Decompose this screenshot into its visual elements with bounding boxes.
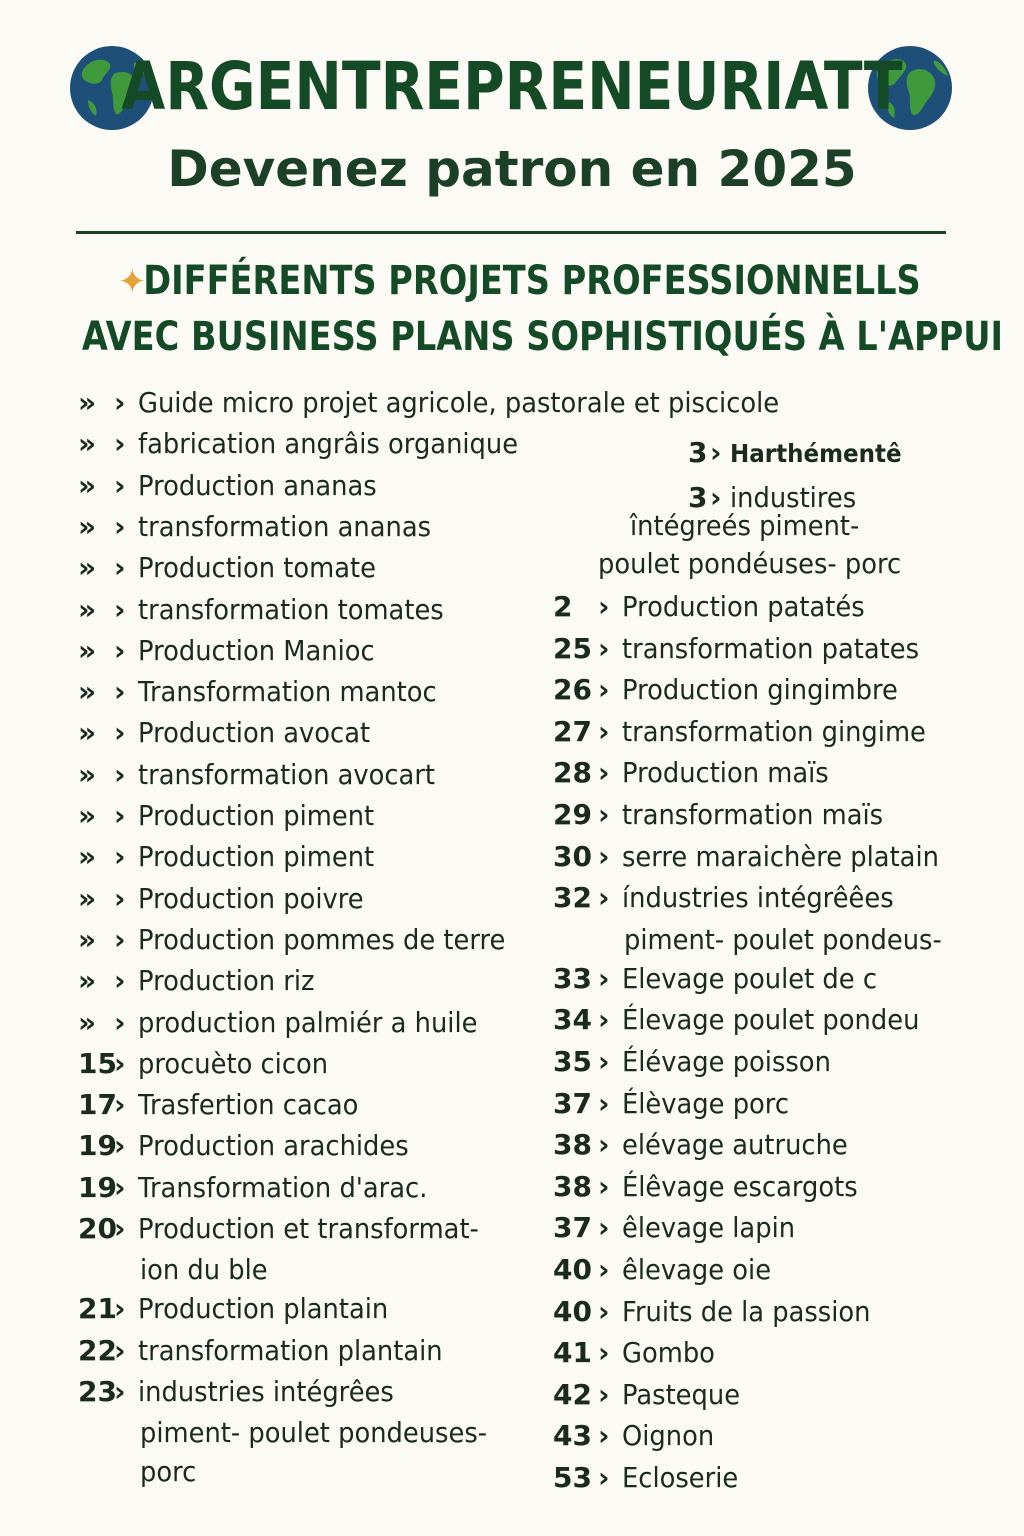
list-item	[78, 468, 397, 504]
star-icon: ✦	[118, 262, 147, 302]
list-item	[78, 1333, 469, 1369]
list-item	[553, 1127, 867, 1163]
list-item-continuation: porc	[140, 1455, 197, 1489]
list-item-number: 42	[553, 1377, 592, 1411]
chevron-right-icon: ›	[114, 1005, 126, 1039]
chevron-right-icon: ›	[114, 633, 126, 667]
list-item-label: Harthémentê	[729, 439, 902, 468]
list-item-number: »	[78, 551, 97, 585]
chevron-right-icon: ›	[114, 675, 126, 709]
chevron-right-icon: ›	[710, 481, 722, 514]
list-item-number: 27	[553, 714, 592, 748]
list-item-number: 37	[553, 1211, 592, 1245]
chevron-right-icon: ›	[114, 386, 126, 419]
section-heading-line-1: DIFFÉRENTS PROJETS PROFESSIONNELLS	[143, 258, 921, 304]
list-item	[78, 550, 397, 586]
list-item-number: 21	[78, 1292, 117, 1326]
list-item-label: Pasteque	[622, 1377, 741, 1411]
chevron-right-icon: ›	[598, 1419, 610, 1453]
chevron-right-icon: ›	[598, 881, 610, 915]
chevron-right-icon: ›	[598, 714, 610, 748]
list-item-number: 28	[553, 756, 592, 790]
list-item-label: industires	[729, 481, 856, 514]
list-item	[78, 509, 457, 545]
list-item	[78, 1128, 432, 1164]
list-item-number: 41	[553, 1336, 592, 1370]
list-item-number: 20	[78, 1212, 117, 1245]
chevron-right-icon: ›	[598, 1211, 610, 1245]
list-item	[78, 839, 395, 875]
list-item-number: 19	[78, 1170, 117, 1204]
list-item-continuation: întégreés piment-	[630, 509, 860, 542]
list-item	[78, 881, 383, 917]
list-item-number: »	[78, 964, 97, 998]
list-item-label: Élévage poisson	[622, 1045, 831, 1078]
list-item-label: Élevage poulet pondeu	[622, 1003, 920, 1037]
list-item-label: Production arachides	[138, 1129, 409, 1163]
chevron-right-icon: ›	[598, 961, 610, 995]
chevron-right-icon: ›	[598, 631, 610, 665]
chevron-right-icon: ›	[114, 468, 126, 502]
list-item-label: production palmiér a huile	[138, 1005, 478, 1039]
list-item	[553, 631, 945, 667]
list-item-label: fabrication angrâis organique	[138, 427, 519, 461]
list-item-label: Production et transformat-	[138, 1212, 479, 1245]
list-item-label: Transformation d'arac.	[138, 1170, 428, 1204]
list-item-number: 19	[78, 1129, 117, 1163]
list-item-label: Fruits de la passion	[622, 1294, 871, 1328]
list-item-label: Gombo	[622, 1336, 715, 1370]
list-item-label: transformation avocart	[138, 757, 436, 791]
list-item	[553, 1086, 804, 1122]
list-item-number: 29	[553, 798, 592, 831]
list-item	[553, 1252, 784, 1288]
list-item	[78, 385, 835, 421]
list-item	[78, 1211, 508, 1247]
list-item-number: 40	[553, 1294, 592, 1328]
list-item-label: transformation ananas	[138, 509, 432, 543]
list-item-number: 17	[78, 1088, 117, 1122]
chevron-right-icon: ›	[598, 839, 610, 873]
chevron-right-icon: ›	[598, 1294, 610, 1328]
list-item-label: êlevage oie	[622, 1253, 772, 1286]
list-item-label: Production poivre	[138, 881, 364, 915]
list-item	[78, 757, 461, 793]
list-item-label: Production piment	[138, 799, 375, 832]
list-item-label: Transformation mantoc	[138, 675, 437, 709]
list-item	[553, 1169, 878, 1205]
list-item-number: 35	[553, 1045, 592, 1078]
chevron-right-icon: ›	[598, 756, 610, 790]
list-item	[553, 1460, 748, 1496]
list-item-label: Élèvage porc	[622, 1086, 790, 1120]
list-item-number: 22	[78, 1333, 117, 1367]
chevron-right-icon: ›	[598, 1253, 610, 1286]
list-item-number: »	[78, 468, 97, 502]
list-item-number: 15	[78, 1046, 117, 1080]
chevron-right-icon: ›	[114, 427, 126, 461]
chevron-right-icon: ›	[114, 1374, 126, 1408]
list-item-number: 32	[553, 881, 592, 915]
list-item	[553, 714, 952, 750]
list-item-number: 2	[553, 590, 573, 623]
list-item	[553, 1002, 945, 1038]
list-item-label: Production ananas	[138, 468, 377, 502]
list-item-label: transformation gingime	[622, 714, 926, 748]
chevron-right-icon: ›	[598, 590, 610, 623]
chevron-right-icon: ›	[114, 840, 126, 874]
list-item-number: »	[78, 922, 97, 956]
chevron-right-icon: ›	[114, 509, 126, 543]
list-item-number: »	[78, 799, 97, 832]
list-item-continuation: ion du ble	[140, 1253, 268, 1287]
list-item-number: »	[78, 386, 97, 419]
list-item	[553, 1210, 810, 1246]
list-item-number: 3	[688, 436, 708, 469]
list-item-label: Production piment	[138, 840, 375, 874]
list-item-number: »	[78, 427, 97, 461]
list-item-number: 38	[553, 1169, 592, 1203]
list-item-number: 43	[553, 1419, 592, 1453]
list-item	[553, 797, 906, 833]
chevron-right-icon: ›	[114, 1129, 126, 1163]
list-item-number: »	[78, 881, 97, 915]
list-item	[553, 1335, 723, 1371]
chevron-right-icon: ›	[598, 1086, 610, 1120]
list-item-label: Elevage poulet de c	[622, 961, 877, 995]
chevron-right-icon: ›	[114, 964, 126, 998]
list-item	[553, 1044, 849, 1080]
chevron-right-icon: ›	[598, 1169, 610, 1203]
list-item	[78, 674, 463, 710]
list-item-number: 40	[553, 1253, 592, 1286]
chevron-right-icon: ›	[114, 1046, 126, 1080]
chevron-right-icon: ›	[598, 1128, 610, 1162]
list-item	[78, 1087, 378, 1123]
list-item-label: elévage autruche	[622, 1128, 848, 1162]
chevron-right-icon: ›	[114, 881, 126, 915]
list-item-label: industries intégrêes	[138, 1374, 394, 1408]
list-item-number: »	[78, 757, 97, 791]
list-item-number: »	[78, 716, 97, 750]
chevron-right-icon: ›	[114, 1088, 126, 1122]
list-item	[553, 839, 967, 875]
list-item	[553, 880, 917, 916]
chevron-right-icon: ›	[598, 798, 610, 831]
chevron-right-icon: ›	[114, 592, 126, 626]
section-heading-line-2: AVEC BUSINESS PLANS SOPHISTIQUÉS À L'APPUI	[81, 314, 1004, 360]
list-item-label: êlevage lapin	[622, 1211, 796, 1245]
list-item-label: Élêvage escargots	[622, 1169, 858, 1203]
list-item-label: Production avocat	[138, 716, 371, 750]
list-item-label: transformation plantain	[138, 1333, 443, 1367]
list-item-label: procuèto cicon	[138, 1046, 329, 1080]
list-item	[553, 755, 847, 791]
list-item-number: »	[78, 840, 97, 874]
divider	[76, 231, 946, 234]
list-item-label: transformation patates	[622, 631, 920, 665]
chevron-right-icon: ›	[710, 436, 722, 469]
list-item-label: Oignon	[622, 1419, 715, 1453]
list-item-label: Production riz	[138, 964, 315, 998]
list-item	[553, 1377, 750, 1413]
list-item-label: Production pommes de terre	[138, 922, 506, 956]
chevron-right-icon: ›	[114, 551, 126, 585]
chevron-right-icon: ›	[114, 1212, 126, 1245]
chevron-right-icon: ›	[598, 1003, 610, 1037]
list-item	[78, 798, 395, 834]
list-item	[78, 1170, 453, 1206]
chevron-right-icon: ›	[598, 673, 610, 707]
chevron-right-icon: ›	[598, 1461, 610, 1494]
list-item-label: Production tomate	[138, 551, 376, 585]
chevron-right-icon: ›	[114, 1292, 126, 1326]
list-item-label: transformation tomates	[138, 592, 444, 626]
list-item-number: 23	[78, 1374, 117, 1408]
list-item-label: Production plantain	[138, 1292, 389, 1326]
list-item	[553, 1294, 892, 1330]
list-item-label: transformation maïs	[622, 798, 884, 831]
list-item-number: »	[78, 1005, 97, 1039]
list-item-label: Production maïs	[622, 756, 829, 790]
list-item-label: Trasfertion cacao	[138, 1088, 359, 1122]
chevron-right-icon: ›	[598, 1336, 610, 1370]
list-item-label: Production Manioc	[138, 633, 375, 667]
list-item-number: »	[78, 509, 97, 543]
list-item-continuation: poulet pondéuses- porc	[598, 547, 902, 580]
list-item-number: 38	[553, 1128, 592, 1162]
list-item	[78, 922, 537, 958]
list-item-number: 25	[553, 631, 592, 665]
page-subtitle: Devenez patron en 2025	[167, 140, 857, 198]
list-item-number: 3	[688, 481, 708, 514]
list-item-continuation: piment- poulet pondeus-	[624, 922, 942, 956]
page-title: ARGENTREPRENEURIATT	[121, 48, 903, 125]
list-item	[688, 428, 916, 472]
list-item-continuation: piment- poulet pondeuses-	[140, 1416, 488, 1450]
list-item-number: 53	[553, 1461, 592, 1494]
list-item-number: »	[78, 592, 97, 626]
chevron-right-icon: ›	[114, 1170, 126, 1204]
list-item	[78, 633, 395, 669]
chevron-right-icon: ›	[114, 716, 126, 750]
list-item	[78, 426, 551, 462]
chevron-right-icon: ›	[114, 799, 126, 832]
list-item-number: 33	[553, 961, 592, 995]
list-item-label: índustries intégrêêes	[622, 881, 894, 915]
list-item-label: Production patatés	[622, 590, 865, 623]
list-item	[78, 592, 470, 628]
chevron-right-icon: ›	[114, 922, 126, 956]
list-item-number: »	[78, 675, 97, 709]
list-item	[78, 1291, 410, 1327]
list-item	[78, 1374, 416, 1410]
list-item	[78, 963, 330, 999]
list-item-number: 30	[553, 839, 592, 873]
list-item-number: 34	[553, 1003, 592, 1037]
list-item-label: Production gingimbre	[622, 673, 898, 707]
chevron-right-icon: ›	[114, 757, 126, 791]
chevron-right-icon: ›	[598, 1045, 610, 1078]
list-item	[78, 715, 390, 751]
list-item	[553, 1418, 722, 1454]
list-item	[78, 1005, 507, 1041]
list-item-number: 26	[553, 673, 592, 707]
chevron-right-icon: ›	[114, 1333, 126, 1367]
chevron-right-icon: ›	[598, 1377, 610, 1411]
list-item-number: »	[78, 633, 97, 667]
list-item	[78, 1046, 345, 1082]
list-item	[553, 589, 886, 625]
list-item-label: serre maraichère platain	[622, 839, 939, 873]
list-item-label: Ecloserie	[622, 1461, 739, 1494]
list-item-number: 37	[553, 1086, 592, 1120]
list-item-label: Guide micro projet agricole, pastorale et piscicole	[138, 386, 780, 419]
list-item	[553, 672, 922, 708]
list-item	[553, 961, 899, 997]
